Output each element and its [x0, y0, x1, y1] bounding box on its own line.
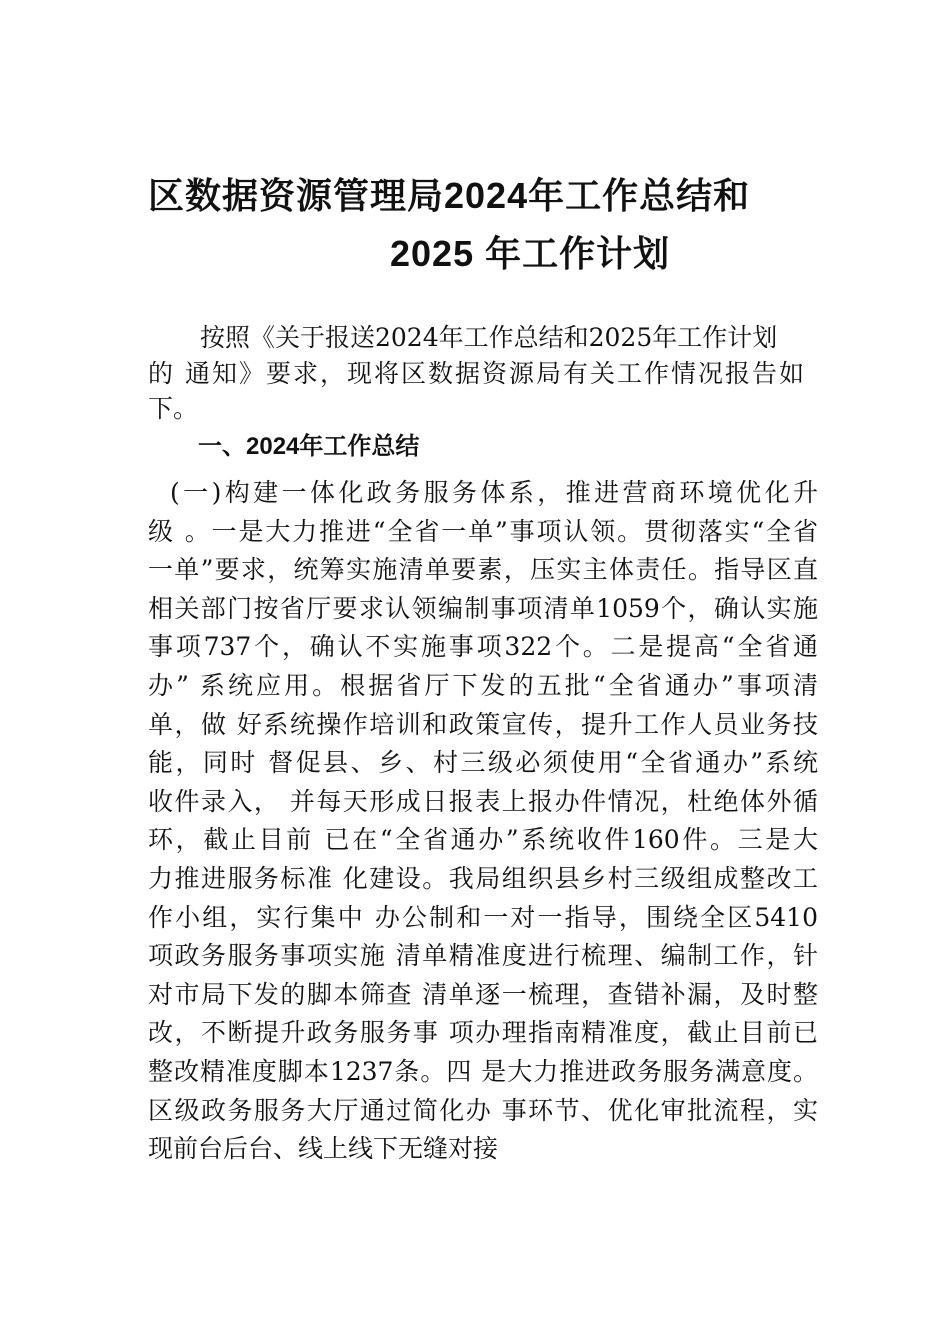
body-line: 级 。一是大力推进“全省一单”事项认领。贯彻落实“全省	[148, 516, 818, 546]
intro-line: 的 通知》要求，现将区数据资源局有关工作情况报告如	[148, 359, 806, 388]
body-line: 环，截止目前 已在“全省通办”系统收件160件。三是大	[148, 825, 818, 855]
body-line: 事项737个，确认不实施事项322个。二是提高“全省通	[148, 632, 818, 662]
body-line: 整改精准度脚本1237条。四 是大力推进政务服务满意度。	[148, 1057, 818, 1086]
section-heading: 一、2024年工作总结	[198, 433, 420, 460]
body-line: 单，做 好系统操作培训和政策宣传，提升工作人员业务技	[148, 709, 818, 739]
document-title-line-2: 2025 年工作计划	[390, 233, 671, 274]
body-line: 作小组，实行集中 办公制和一对一指导，围绕全区5410	[148, 902, 818, 932]
body-line: 力推进服务标准 化建设。我局组织县乡村三级组成整改工	[148, 864, 818, 893]
body-line: 区级政务服务大厅通过简化办 事环节、优化审批流程，实	[148, 1095, 818, 1125]
body-line: 现前台后台、线上线下无缝对接	[148, 1134, 499, 1164]
body-line: 对市局下发的脚本筛查 清单逐一梳理，查错补漏，及时整	[148, 979, 818, 1009]
body-line: 能，同时 督促县、乡、村三级必须使用“全省通办”系统	[148, 748, 818, 778]
intro-line: 按照《关于报送2024年工作总结和2025年工作计划	[200, 323, 778, 352]
body-line: 一单”要求，统筹实施清单要素，压实主体责任。指导区直	[148, 555, 818, 585]
intro-line: 下。	[148, 394, 199, 423]
body-line: 项政务服务事项实施 清单精准度进行梳理、编制工作，针	[148, 941, 818, 971]
body-line: 办” 系统应用。根据省厅下发的五批“全省通办”事项清	[148, 671, 818, 700]
body-line: 相关部门按省厅要求认领编制事项清单1059个，确认实施	[148, 593, 818, 623]
body-line: 改，不断提升政务服务事 项办理指南精准度，截止目前已	[148, 1018, 818, 1048]
body-line: 收件录入， 并每天形成日报表上报办件情况，杜绝体外循	[148, 786, 818, 816]
document-title-line-1: 区数据资源管理局2024年工作总结和	[148, 175, 751, 216]
body-line: (一)构建一体化政务服务体系，推进营商环境优化升	[170, 478, 818, 507]
